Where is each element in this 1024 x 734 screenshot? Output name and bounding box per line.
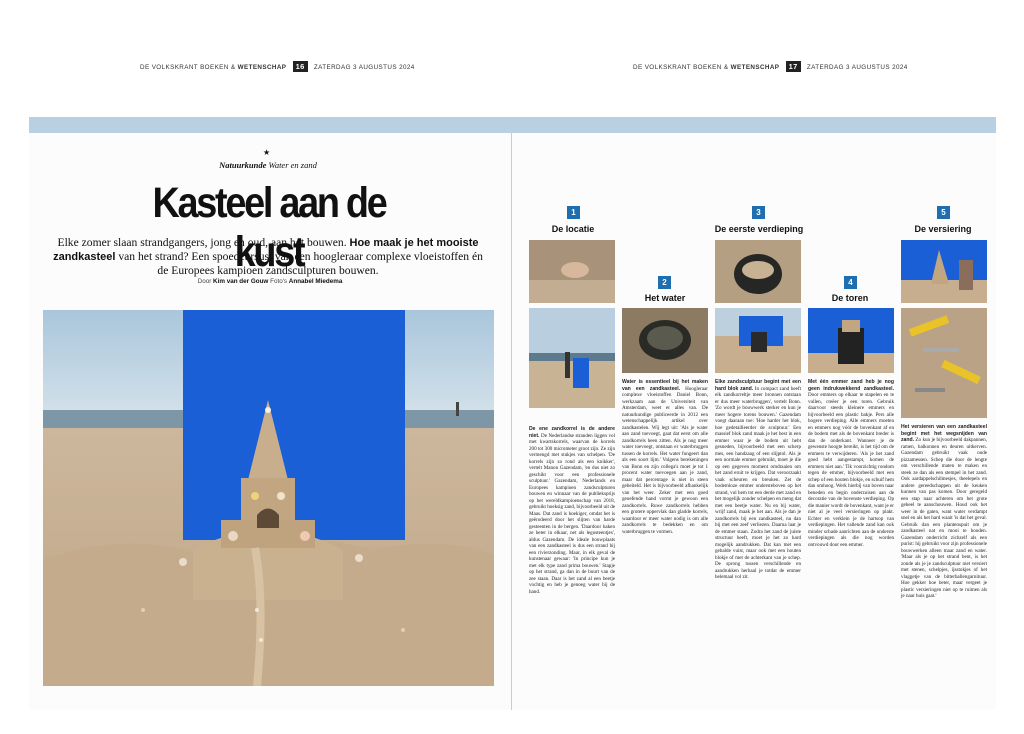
column-5-text: Zo kun je bijvoorbeeld dakpannen, ramen, balkonnen en deuren uitkerven. Gazendam gebruikt vaak oude pizzamessen. Schep die door de lengte om verschillende maten te maken en steek ze dan als een stempel in het zand. Ook aardappelschilmesjes, theelepels en andere gereedschappen uit de keuken kunnen van pas komen. Door geregeld een stap naar achteren om het grote geheel te aanschouwen. Houd ook het weer in de gaten, want water verdampt snel en als het hard waait 'is dat het geval. Gebruik dan een plantenspuit om je zandkasteel nat en mooi te houden. Gazendam onderricht zichzelf als een purist: hij gebruikt voor zijn professionele bouwwerken alleen maar zand en water. 'Maar als je op het strand bent, is het zonde als je je zandsculptuur niet versiert met stenen, schelpjes, ijsstokjes of het vlaggetje van de bitterballengarnituur. Hoe gekker hoe beter, maar vergeet je plastic versieringen niet op te ruimen als je naar huis gaat.' xyxy=(901,437,987,599)
top-band-right xyxy=(512,117,996,133)
folio-right-prefix: DE VOLKSKRANT BOEKEN & xyxy=(633,64,729,71)
column-5-lead: Het versieren van een zandkasteel begint met het wegsnijden van zand. xyxy=(901,424,987,443)
column-3 xyxy=(715,379,801,581)
column-2-text: Hoogleraar complexe vloeistoffen Daniel Bonn, werkzaam aan de Universiteit van Amsterdam, weet er alles van. De natuurkundige publiceerde in 2012 een wetenschappelijk artikel over zandkastelen. Wij legt uit: 'Als je water aan zand toevoegt, gaat dat eerst om alle zandkorrels heen zitten. Als je nog meer water toevoegt, ontstaan er waterbruggen tussen de korrels. Het water fungeert dan als een soort lijm.' Volgens berekeningen van Bonn en zijn collega's moet je tot 1 procent water toevoegen aan je zand, maar dat percentage is niet in steen gebeiteld. Het is bijvoorbeeld afhankelijk van het weer. Zeker met een goed geoefende hand vormt je gewoon een zandkorrels. Ruwe zandkorrels hebben een grotere oppervlak dan gladde korrels, waardoor er meer water nodig is om alle zandkorrels te bedekken en om waterbruggen te vormen. xyxy=(622,385,708,535)
step-5-photo-a xyxy=(901,240,987,303)
step-4-number: 4 xyxy=(844,276,857,289)
headline: Kasteel aan de kust xyxy=(152,179,386,276)
intro-bold: Hoe maak je het mooiste zandkasteel xyxy=(53,237,479,263)
intro xyxy=(52,236,484,278)
step-5-photo-b xyxy=(901,308,987,418)
step-1-title: De locatie xyxy=(551,224,595,234)
photo-label: Foto's xyxy=(270,278,288,285)
hero-photo xyxy=(43,310,494,686)
spread-gutter xyxy=(511,117,512,710)
step-5-title: De versiering xyxy=(914,224,972,234)
page-number-left: 16 xyxy=(293,61,308,72)
step-1-photo-a xyxy=(529,240,615,303)
page-number-right: 17 xyxy=(786,61,801,72)
step-4-title: De toren xyxy=(831,293,869,303)
column-3-text: In compact zand heeft elk zandkorreltje meer bronnen ontstaan er dus meer waterbruggen', vertelt Bonn. 'Zo wordt je bouwwerk sterker en kun je meer hogere torens bouwen.' Gazendam voegt daaraan toe: 'Hoe harder het blok, hoe gedetailleerder de sculptuur.' Een massief blok zand maak je het best in een emmer waar je de bodem uit hebt gesneden, bijvoorbeeld met een scherp mes, een handzaag of een slijptol. Als je een normale emmer gebruikt, moet je die op een gegeven moment omdraaien om het zand eruit te krijgen. Dat veroorzaakt vaak scheuren en breuken. Zet de bodemloze emmer ondersteboven op het strand, vul hem tot een derde met zand en het mogelijk zonder schelpen en meng dat met een beetje water. Nu en bij water, wrijf zand, maak je het aan. Als je dan je zandkorrels bij een zandkasteel, nu dan bij met een zeef verliezen. Daarna laat je de emmer staan. Zodra het zand de juiste structuur heeft, moet je het zo hard mogelijk aandrukken. Dat kan met een gebalde vuist, maar ook met een houten blokje of met de achterkant van je schep. De sprong tussen verschillende en aandrukken herhaal je totdat de emmer helemaal vol zit. xyxy=(715,385,801,580)
photographer: Annabel Miedema xyxy=(288,278,343,285)
author: Kim van der Gouw xyxy=(213,278,269,285)
folio-left-prefix: DE VOLKSKRANT BOEKEN & xyxy=(140,64,236,71)
sandcastle-photo xyxy=(43,310,494,686)
byline xyxy=(190,278,350,285)
step-3-photo-a xyxy=(715,240,801,303)
step-2-title: Het water xyxy=(644,293,686,303)
column-2-lead: Water is essentieel bij het maken van een zandkasteel. xyxy=(622,379,708,392)
column-4-text: Door emmers op elkaar te stapelen en te vullen, creëer je een toren. Gebruik daarvoor steeds kleinere emmers en bijvoorbeeld een plastic bakje. Pers alle hogere verdieping. Alle emmers moeten en emmers nog vóór de bovenkant af en de bodem met als de bovenkant breder is dan de onderkant. Wanneer je de gewenste hoogte bereikt, is het tijd om de emmers te verwijderen. 'Als je het zand goed hebt aangestampt, komen de emmers niet aan.' Tik voorzichtig rondom tegen de emmer, bijvoorbeeld met een schep of een houten blokje, en schuif hem dan omhoog. Werk hierbij van boven naar beneden en begin onderzuisen aan de decoratie van de bovenste verdieping. Op die manier wordt de bovenkant, want je er niet al je veel versieringen op plakt. Echter en verklein je de hartsop van verdiepingen. Het vallende zand kan ook minder schade aanrichten aan de onderste verdiepingen als die nog worden ontvouwd door een emmer. xyxy=(808,392,894,548)
column-5 xyxy=(901,424,987,600)
step-2-number: 2 xyxy=(658,276,671,289)
star-icon: ★ xyxy=(263,148,271,157)
step-3-title: De eerste verdieping xyxy=(714,224,804,234)
step-2-photo xyxy=(622,308,708,373)
folio-left xyxy=(140,61,415,72)
column-1-text: De Nederlandse stranden liggen vol met kwartskorrels, waarvan de korrels 200 tot 300 micrometer groot zijn. Ze zijn vermengd met stukjes van schelpen. 'De korrels zijn zo rond als een knikker', vertelt Manon Gazendam, 'en dus niet zo geschikt voor een professionele sculptuur.' Gazendam, Nederlands en Europees kampioen zandsculpturen bouwen en winnaar van de publieksprijs op het wereldkampioenschap van 2018, gebruikt hoeksig zand, bijvoorbeeld uit de Maas. Dat zand is hoekiger, omdat het is geërodeerd door het slijten van harde gesteenten in de bergen. 'Daardoor haken ze beter in elkaar, net als legosteentjes', aldus Gazendam. De ideale bouwplaats van een zandkasteel is dus een strand bij een rivierzonding. Maar, in elk geval de kunstenaar gewaar: 'In principe kun je met elk type zand prima bouwen.' Stapje op het strand, ga dan in de buurt van de zee staan. Daar is het zand al een beetje vochtig en heb je genoeg water bij de hand. xyxy=(529,432,616,595)
folio-right-section: WETENSCHAP xyxy=(730,64,780,71)
intro-text-1: Elke zomer slaan strandgangers, jong en oud, aan het bouwen. xyxy=(57,236,347,249)
folio-right-date: ZATERDAG 3 AUGUSTUS 2024 xyxy=(806,64,908,71)
top-band-left xyxy=(29,117,511,133)
byline-label: Door xyxy=(197,278,212,285)
folio-left-section: WETENSCHAP xyxy=(237,64,287,71)
column-4 xyxy=(808,379,894,548)
step-1-number: 1 xyxy=(567,206,580,219)
step-4-photo xyxy=(808,308,894,373)
step-1-photo-b xyxy=(529,308,615,408)
column-2 xyxy=(622,379,708,535)
kicker-category: Natuurkunde xyxy=(219,160,267,170)
step-3-number: 3 xyxy=(752,206,765,219)
folio-right xyxy=(633,61,908,72)
folio-left-date: ZATERDAG 3 AUGUSTUS 2024 xyxy=(313,64,415,71)
column-1 xyxy=(529,426,615,595)
column-4-lead: Met één emmer zand heb je nog geen indrukwekkend zandkasteel. xyxy=(808,379,894,392)
kicker-topic: Water en zand xyxy=(268,160,317,170)
column-1-lead: De ene zandkorrel is de andere niet. xyxy=(529,426,615,439)
step-5-number: 5 xyxy=(937,206,950,219)
column-3-lead: Elke zandsculptuur begint met een hard blok zand. xyxy=(715,379,801,392)
kicker xyxy=(178,160,358,170)
intro-text-2: van het strand? Een spoedcursus, van een hoogleraar complexe vloeistoffen én de Europees kampioen zandsculpturen bouwen. xyxy=(118,250,483,277)
step-3-photo-b xyxy=(715,308,801,373)
